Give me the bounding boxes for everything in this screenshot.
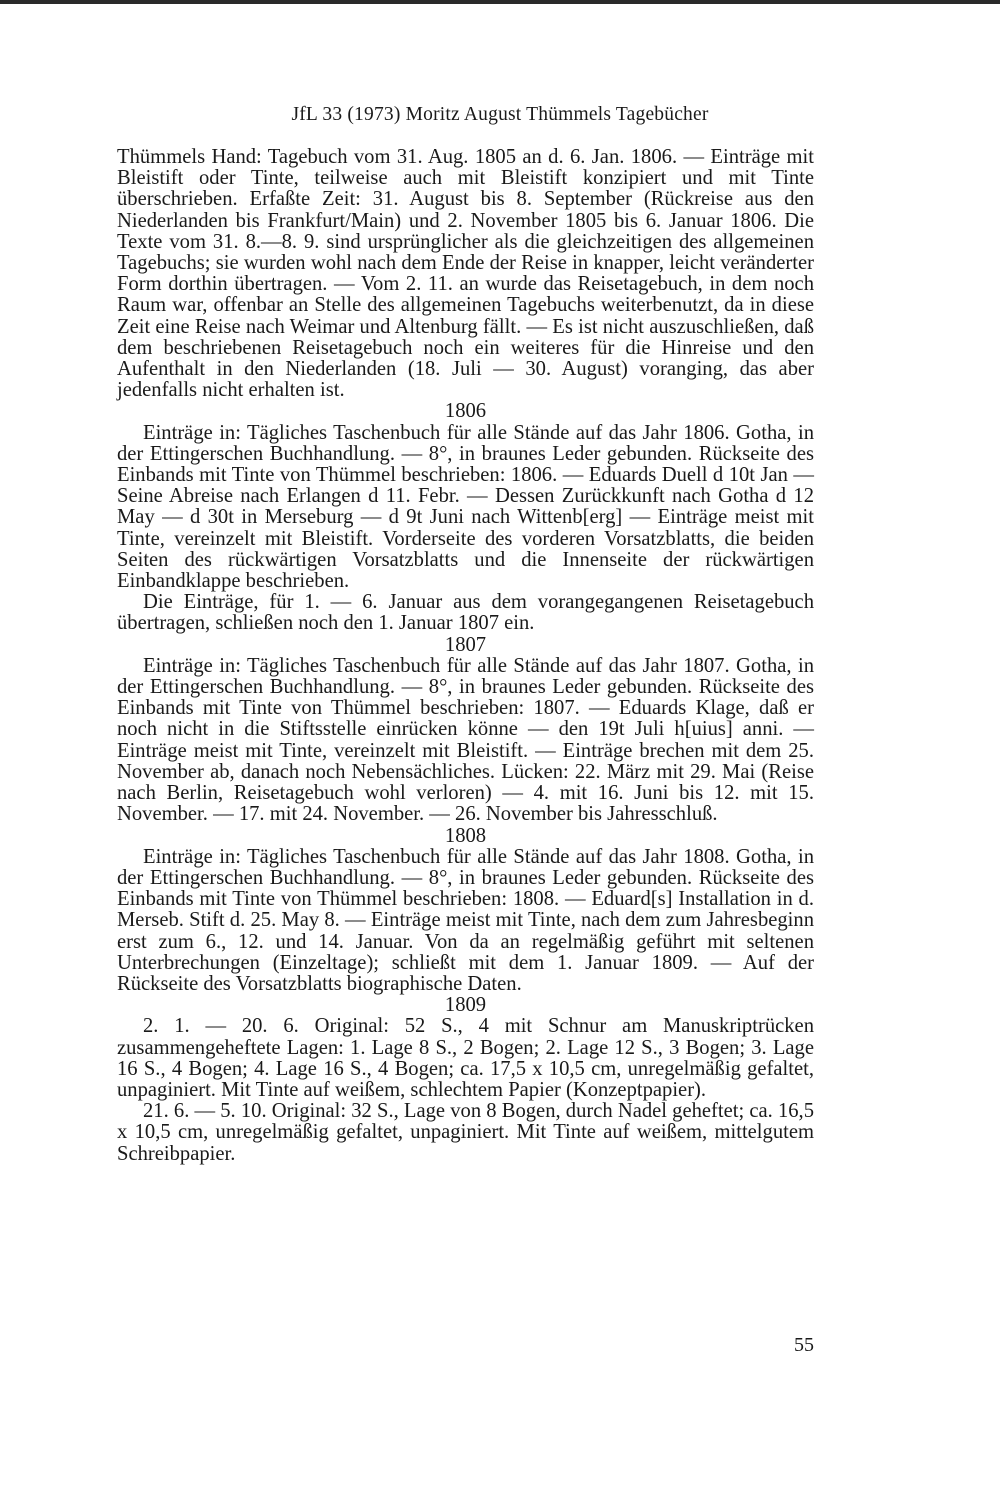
- year-heading-1808: 1808: [444, 824, 487, 847]
- paragraph-1809-first-original: 2. 1. — 20. 6. Original: 52 S., 4 mit Schnur am Manuskriptrücken zusammengeheftete Lagen: 1. Lage 8 S., 2 Bogen; 2. Lage 12 S., 3 Bogen; 3. Lage 16 S., 4 Bogen; 4. Lage 16 S., 4 Bogen; ca. 17,5 x 10,5 cm, unregelmäßig gefaltet, unpaginiert. Mit Tinte auf weißem, schlechtem Papier (Konzeptpapier).: [117, 1015, 814, 1101]
- running-head: JfL 33 (1973) Moritz August Thümmels Tagebücher: [291, 104, 709, 125]
- year-heading-1806: 1806: [444, 400, 487, 423]
- paragraph-1806-entries: Einträge in: Tägliches Taschenbuch für alle Stände auf das Jahr 1806. Gotha, in der Ettingerschen Buchhandlung. — 8°, in braunes Leder gebunden. Rückseite des Einbands mit Tinte von Thümmel beschrieben: 1806. — Eduards Duell d 10t Jan — Seine Abreise nach Erlangen d 11. Febr. — Dessen Zurückkunft nach Gotha d 12 May — d 30t in Merseburg — d 9t Juni nach Wittenb[erg] — Einträge meist mit Tinte, vereinzelt mit Bleistift. Vorderseite des vorderen Vorsatzblatts, die beiden Seiten des rückwärtigen Vorsatzblatts und die Innenseite der rückwärtigen Einbandklappe beschrieben.: [117, 421, 814, 593]
- paragraph-1808-entries: Einträge in: Tägliches Taschenbuch für alle Stände auf das Jahr 1808. Gotha, in der Ettingerschen Buchhandlung. — 8°, in braunes Leder gebunden. Rückseite des Einbands mit Tinte von Thümmel beschrieben: 1808. — Eduard[s] Installation in d. Merseb. Stift d. 25. May 8. — Einträge meist mit Tinte, nach dem zum Jahresbeginn erst zum 6., 12. und 14. Januar. Von da an regelmäßig geführt mit seltenen Unterbrechungen (Einzeltage); schließt mit dem 1. Januar 1809. — Auf der Rückseite des Vorsatzblatts biographische Daten.: [117, 845, 814, 995]
- body-text: [117, 147, 814, 1165]
- top-border-rule: [0, 0, 1000, 4]
- intro-paragraph: Thümmels Hand: Tagebuch vom 31. Aug. 1805 an d. 6. Jan. 1806. — Einträge mit Bleistift oder Tinte, teilweise auch mit Bleistift konzipiert und mit Tinte überschrieben. Erfaßte Zeit: 31. August bis 8. September (Rückreise aus den Niederlanden bis Frankfurt/Main) und 2. November 1805 bis 6. Januar 1806. Die Texte vom 31. 8.—8. 9. sind ursprünglicher als die gleichzeitigen des allgemeinen Tagebuchs; sie wurden wohl nach dem Ende der Reise in knapper, leicht veränderter Form dorthin übertragen. — Vom 2. 11. an wurde das Reisetagebuch, in dem noch Raum war, offenbar an Stelle des allgemeinen Tagebuchs weiterbenutzt, da in diese Zeit eine Reise nach Weimar und Altenburg fällt. — Es ist nicht auszuschließen, daß dem beschriebenen Reisetagebuch noch ein weiteres für die Hinreise und den Aufenthalt in den Niederlanden (18. Juli — 30. August) voranging, das aber jedenfalls nicht erhalten ist.: [117, 146, 814, 402]
- paragraph-1806-note: Die Einträge, für 1. — 6. Januar aus dem vorangegangenen Reisetagebuch übertragen, schließen noch den 1. Januar 1807 ein.: [117, 591, 814, 635]
- page-number: 55: [794, 1334, 814, 1356]
- paragraph-1809-second-original: 21. 6. — 5. 10. Original: 32 S., Lage von 8 Bogen, durch Nadel geheftet; ca. 16,5 x 10,5 cm, unregelmäßig gefaltet, unpaginiert. Mit Tinte auf weißem, mittelgutem Schreibpapier.: [117, 1100, 814, 1165]
- year-heading-1807: 1807: [444, 633, 487, 656]
- paragraph-1807-entries: Einträge in: Tägliches Taschenbuch für alle Stände auf das Jahr 1807. Gotha, in der Ettingerschen Buchhandlung. — 8°, in braunes Leder gebunden. Rückseite des Einbands mit Tinte von Thümmel beschrieben: 1807. — Eduards Klage, daß er noch nicht in die Stiftsstelle einrücken könne — den 19t Juli h[uius] anni. — Einträge meist mit Tinte, vereinzelt mit Bleistift. — Einträge brechen mit dem 25. November ab, danach noch Nebensächliches. Lücken: 22. März mit 29. Mai (Reise nach Berlin, Reisetagebuch wohl verloren) — 4. mit 16. Juni bis 12. mit 15. November. — 17. mit 24. November. — 26. November bis Jahresschluß.: [117, 654, 814, 826]
- year-heading-1809: 1809: [444, 994, 487, 1017]
